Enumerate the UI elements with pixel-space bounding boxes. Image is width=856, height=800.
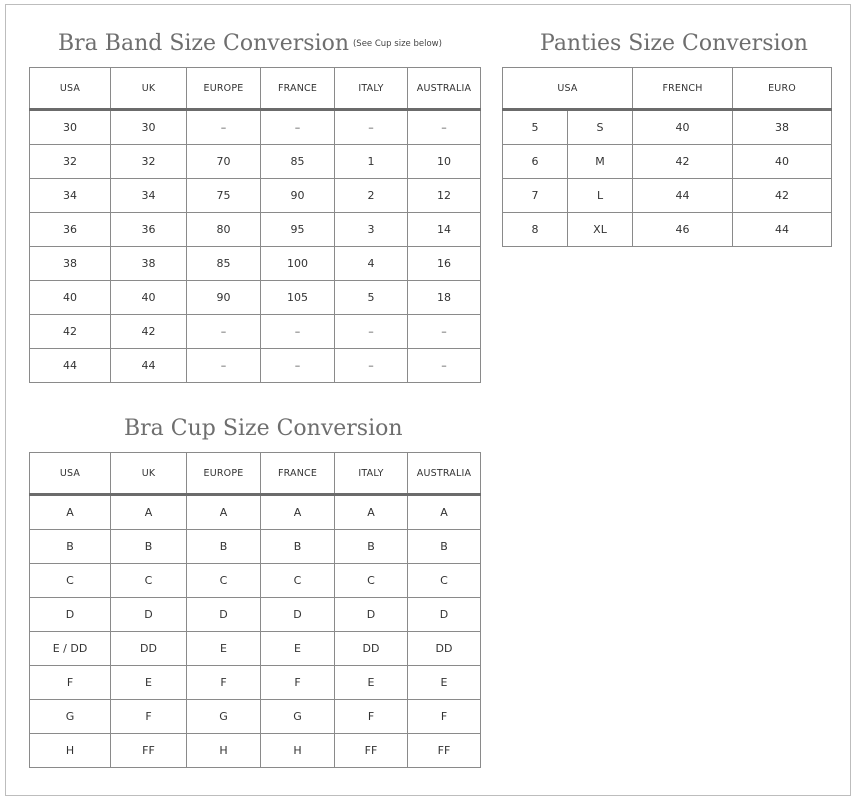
panties-header-row: [503, 68, 832, 110]
band-cell: 40: [111, 281, 187, 315]
cup-cell: C: [408, 564, 481, 598]
band-header-europe: EUROPE: [187, 68, 261, 110]
cup-cell: F: [187, 666, 261, 700]
band-cell: 95: [261, 213, 335, 247]
cup-header-italy: ITALY: [335, 453, 408, 495]
table-row: [503, 110, 832, 145]
band-cell: 5: [335, 281, 408, 315]
band-cell: 3: [335, 213, 408, 247]
cup-cell: F: [111, 700, 187, 734]
band-cell: 90: [187, 281, 261, 315]
cup-cell: H: [187, 734, 261, 768]
band-header-australia: AUSTRALIA: [408, 68, 481, 110]
band-size-table: [29, 67, 481, 383]
table-row: [30, 349, 481, 383]
band-cell: 90: [261, 179, 335, 213]
band-cell: 36: [30, 213, 111, 247]
band-title-block: [58, 30, 442, 58]
band-cell: 40: [30, 281, 111, 315]
panties-title: Panties Size Conversion: [540, 31, 808, 56]
cup-cell: F: [30, 666, 111, 700]
band-cell: –: [335, 349, 408, 383]
cup-cell: F: [335, 700, 408, 734]
cup-header-usa: USA: [30, 453, 111, 495]
band-cell: –: [187, 110, 261, 145]
cup-cell: DD: [335, 632, 408, 666]
band-cell: 75: [187, 179, 261, 213]
cup-cell: C: [111, 564, 187, 598]
table-row: [30, 145, 481, 179]
band-cell: 16: [408, 247, 481, 281]
table-row: [30, 495, 481, 530]
table-row: [503, 179, 832, 213]
table-row: [30, 179, 481, 213]
cup-cell: D: [408, 598, 481, 632]
band-cell: 38: [111, 247, 187, 281]
cup-cell: E: [261, 632, 335, 666]
panties-cell: 38: [733, 110, 832, 145]
table-row: [503, 145, 832, 179]
cup-size-table: [29, 452, 481, 768]
cup-cell: A: [335, 495, 408, 530]
band-cell: 14: [408, 213, 481, 247]
cup-cell: F: [408, 700, 481, 734]
band-cell: 36: [111, 213, 187, 247]
table-row: [503, 213, 832, 247]
band-cell: 32: [30, 145, 111, 179]
band-cell: 18: [408, 281, 481, 315]
cup-cell: FF: [408, 734, 481, 768]
table-row: [30, 734, 481, 768]
band-cell: 12: [408, 179, 481, 213]
panties-cell: 7: [503, 179, 568, 213]
table-row: [30, 598, 481, 632]
cup-cell: G: [30, 700, 111, 734]
band-body: [30, 110, 481, 383]
table-row: [30, 530, 481, 564]
panties-cell: S: [568, 110, 633, 145]
cup-cell: B: [111, 530, 187, 564]
panties-cell: 40: [633, 110, 733, 145]
cup-cell: A: [261, 495, 335, 530]
cup-cell: E: [111, 666, 187, 700]
table-row: [30, 110, 481, 145]
cup-cell: A: [111, 495, 187, 530]
cup-cell: F: [261, 666, 335, 700]
band-cell: 70: [187, 145, 261, 179]
cup-cell: E: [187, 632, 261, 666]
band-cell: –: [187, 349, 261, 383]
cup-title: Bra Cup Size Conversion: [124, 416, 403, 441]
band-cell: 1: [335, 145, 408, 179]
band-header-italy: ITALY: [335, 68, 408, 110]
band-cell: 30: [111, 110, 187, 145]
band-header-france: FRANCE: [261, 68, 335, 110]
cup-header-uk: UK: [111, 453, 187, 495]
table-row: [30, 247, 481, 281]
cup-cell: D: [335, 598, 408, 632]
band-cell: 80: [187, 213, 261, 247]
band-cell: 85: [187, 247, 261, 281]
band-cell: 42: [111, 315, 187, 349]
band-cell: –: [408, 315, 481, 349]
table-row: [30, 564, 481, 598]
cup-cell: B: [187, 530, 261, 564]
cup-cell: C: [30, 564, 111, 598]
panties-body: [503, 110, 832, 247]
band-cell: 100: [261, 247, 335, 281]
panties-cell: 44: [633, 179, 733, 213]
band-cell: 44: [30, 349, 111, 383]
panties-cell: 42: [633, 145, 733, 179]
band-cell: –: [335, 315, 408, 349]
table-row: [30, 700, 481, 734]
cup-cell: B: [30, 530, 111, 564]
cup-body: [30, 495, 481, 768]
panties-cell: L: [568, 179, 633, 213]
band-cell: 34: [111, 179, 187, 213]
cup-header-france: FRANCE: [261, 453, 335, 495]
band-cell: 42: [30, 315, 111, 349]
band-cell: 2: [335, 179, 408, 213]
cup-cell: D: [111, 598, 187, 632]
cup-cell: H: [261, 734, 335, 768]
band-cell: –: [261, 315, 335, 349]
table-row: [30, 666, 481, 700]
band-cell: –: [408, 110, 481, 145]
cup-header-row: [30, 453, 481, 495]
band-cell: 34: [30, 179, 111, 213]
panties-header-euro: EURO: [733, 68, 832, 110]
cup-cell: A: [187, 495, 261, 530]
cup-cell: D: [30, 598, 111, 632]
panties-cell: 40: [733, 145, 832, 179]
panties-cell: M: [568, 145, 633, 179]
panties-cell: 46: [633, 213, 733, 247]
cup-cell: C: [187, 564, 261, 598]
cup-cell: D: [261, 598, 335, 632]
cup-header-europe: EUROPE: [187, 453, 261, 495]
band-cell: –: [408, 349, 481, 383]
band-cell: 4: [335, 247, 408, 281]
cup-cell: A: [408, 495, 481, 530]
cup-cell: H: [30, 734, 111, 768]
band-cell: –: [261, 110, 335, 145]
cup-cell: B: [408, 530, 481, 564]
cup-cell: G: [187, 700, 261, 734]
panties-cell: 6: [503, 145, 568, 179]
panties-size-table: [502, 67, 832, 247]
band-cell: 38: [30, 247, 111, 281]
cup-cell: G: [261, 700, 335, 734]
cup-cell: DD: [111, 632, 187, 666]
panties-header-french: FRENCH: [633, 68, 733, 110]
band-cell: –: [335, 110, 408, 145]
cup-header-australia: AUSTRALIA: [408, 453, 481, 495]
cup-cell: E: [335, 666, 408, 700]
cup-cell: C: [261, 564, 335, 598]
cup-cell: B: [261, 530, 335, 564]
cup-cell: C: [335, 564, 408, 598]
panties-cell: 8: [503, 213, 568, 247]
panties-cell: XL: [568, 213, 633, 247]
band-header-usa: USA: [30, 68, 111, 110]
panties-cell: 42: [733, 179, 832, 213]
table-row: [30, 281, 481, 315]
cup-cell: E: [408, 666, 481, 700]
band-cell: 105: [261, 281, 335, 315]
table-row: [30, 315, 481, 349]
panties-cell: 44: [733, 213, 832, 247]
cup-cell: FF: [335, 734, 408, 768]
band-cell: 44: [111, 349, 187, 383]
band-cell: 10: [408, 145, 481, 179]
band-cell: 85: [261, 145, 335, 179]
cup-cell: B: [335, 530, 408, 564]
band-cell: –: [187, 315, 261, 349]
band-note: (See Cup size below): [352, 39, 442, 49]
panties-header-usa: USA: [503, 68, 633, 110]
cup-cell: A: [30, 495, 111, 530]
band-title: Bra Band Size Conversion: [58, 31, 349, 56]
table-row: [30, 632, 481, 666]
cup-cell: D: [187, 598, 261, 632]
cup-cell: E / DD: [30, 632, 111, 666]
cup-cell: FF: [111, 734, 187, 768]
band-header-row: [30, 68, 481, 110]
table-row: [30, 213, 481, 247]
band-header-uk: UK: [111, 68, 187, 110]
band-cell: 30: [30, 110, 111, 145]
panties-cell: 5: [503, 110, 568, 145]
band-cell: 32: [111, 145, 187, 179]
band-cell: –: [261, 349, 335, 383]
cup-cell: DD: [408, 632, 481, 666]
